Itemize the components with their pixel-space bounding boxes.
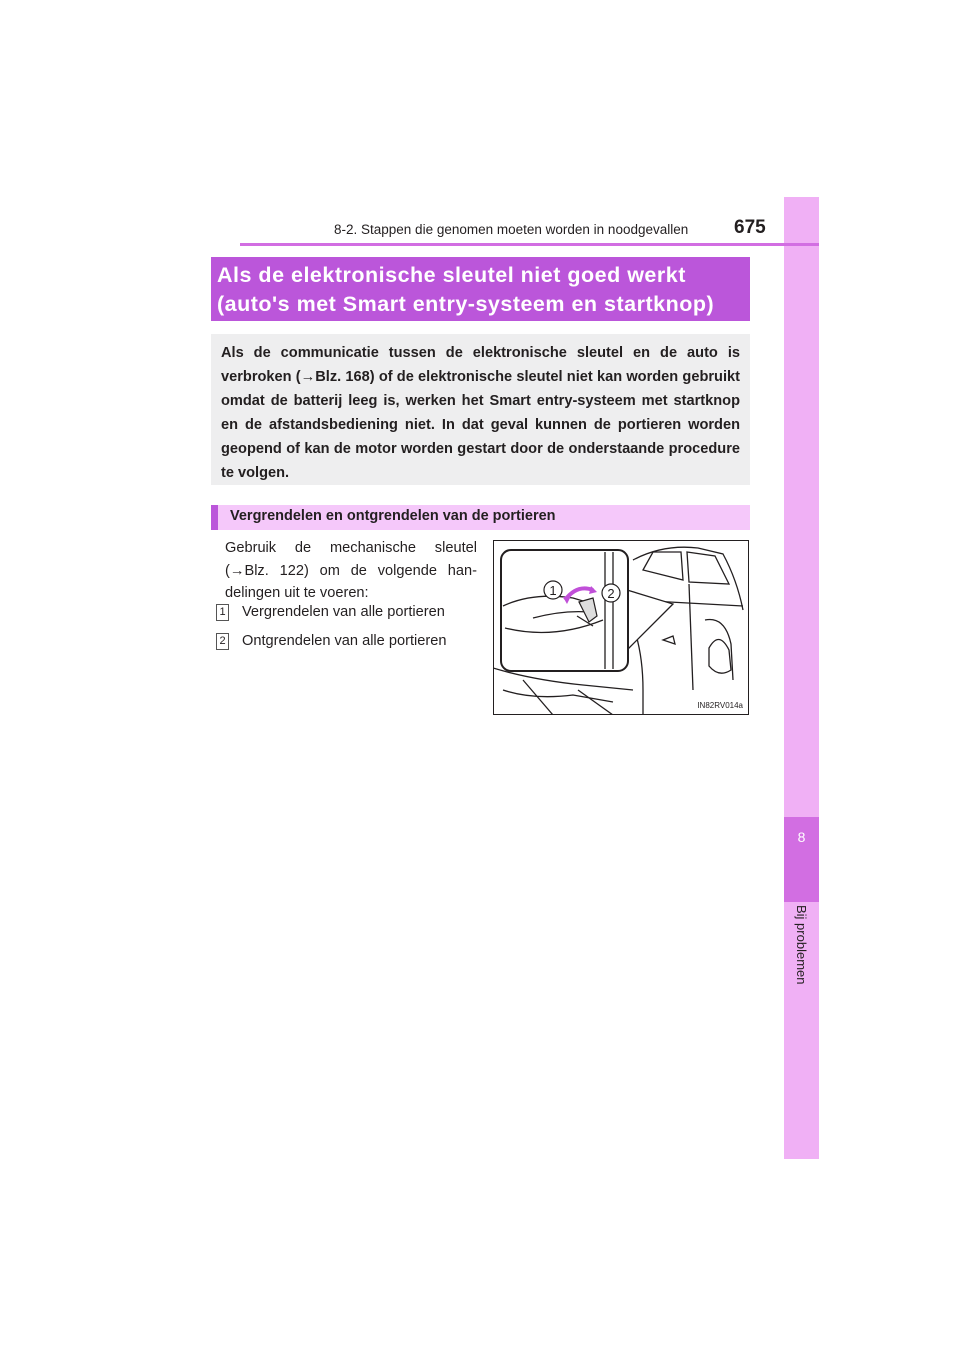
list-item (216, 633, 446, 650)
section-title-line1: Als de elektronische sleutel niet goed werkt (217, 263, 686, 287)
illustration-code: IN82RV014a (697, 701, 743, 710)
header-rule (240, 243, 819, 246)
chapter-label: Bij problemen (794, 905, 809, 985)
section-title-line2: (auto's met Smart entry-systeem en startknop) (217, 292, 715, 316)
section-header: 8-2. Stappen die genomen moeten worden in noodgevallen (334, 222, 689, 237)
body-text: Gebruik de mechanische sleutel (→Blz. 122) om de volgende han-delingen uit te voeren: (225, 540, 477, 601)
subsection-heading: Vergrendelen en ontgrendelen van de portieren (211, 505, 750, 530)
list-item (216, 604, 445, 621)
list-item-text: Vergrendelen van alle portieren (242, 604, 445, 620)
list-item-number: 1 (216, 604, 229, 621)
intro-text: Als de communicatie tussen de elektronische sleutel en de auto is verbroken (→Blz. 168) of de elektronische sleutel niet kan worden gebruikt omdat de batterij leeg is, werken het Smart entry-systeem met startknop en de afstandsbediening niet. In dat geval kunnen de portieren worden geopend of kan de motor worden gestart door de onderstaande procedure te volgen. (221, 345, 740, 481)
callout-1: 1 (549, 583, 557, 598)
list-item-text: Ontgrendelen van alle portieren (242, 633, 447, 649)
page-number: 675 (734, 217, 766, 238)
list-item-number: 2 (216, 633, 229, 650)
chapter-number: 8 (797, 829, 806, 845)
intro-box (211, 334, 750, 485)
car-door-illustration (493, 540, 749, 715)
section-title (211, 257, 750, 321)
callout-2: 2 (607, 586, 615, 601)
